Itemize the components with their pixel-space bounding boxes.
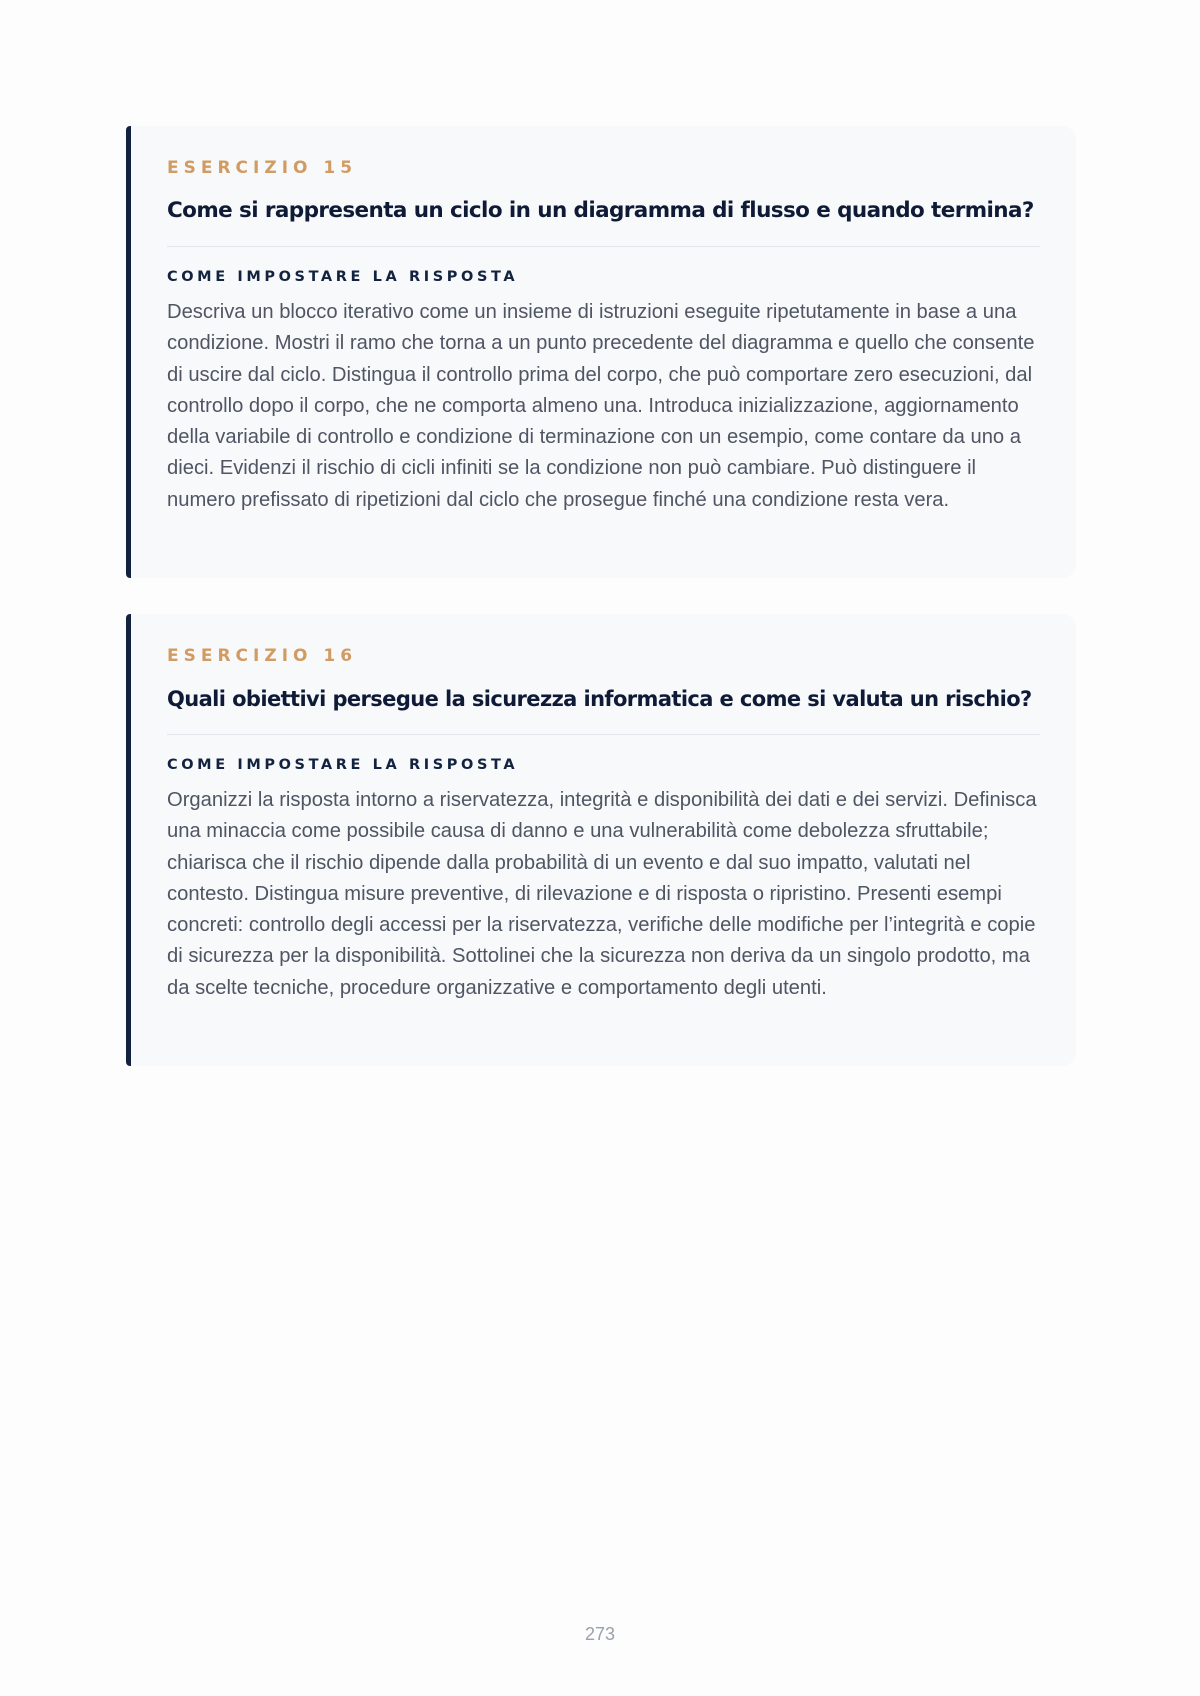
exercise-question: Quali obiettivi persegue la sicurezza informatica e come si valuta un rischio?: [167, 687, 1032, 711]
divider: [167, 734, 1040, 735]
answer-guide-label: COME IMPOSTARE LA RISPOSTA: [167, 757, 519, 773]
answer-guide-text: Organizzi la risposta intorno a riservatezza, integrità e disponibilità dei dati e dei servizi. Definisca una minaccia come possibile causa di danno e una vulnerabilità come debolezza sfruttabile; chiarisca che il rischio dipende dalla probabilità di un evento e dal suo impatto, valutati nel contesto. Distingua misure preventive, di rilevazione e di risposta o ripristino. Presenti esempi concreti: controllo degli accessi per la riservatezza, verifiche delle modifiche per l’integrità e copie di sicurezza per la disponibilità. Sottolinei che la sicurezza non deriva da un singolo prodotto, ma da scelte tecniche, procedure organizzative e comportamento degli utenti.: [167, 789, 1037, 999]
answer-guide-label: COME IMPOSTARE LA RISPOSTA: [167, 269, 519, 285]
exercise-label: ESERCIZIO 15: [167, 158, 358, 178]
answer-guide-text: Descriva un blocco iterativo come un insieme di istruzioni eseguite ripetutamente in base a una condizione. Mostri il ramo che torna a un punto precedente del diagramma e quello che consente di uscire dal ciclo. Distingua il controllo prima del corpo, che può comportare zero esecuzioni, dal controllo dopo il corpo, che ne comporta almeno una. Introduca inizializzazione, aggiornamento della variabile di controllo e condizione di terminazione con un esempio, come contare da uno a dieci. Evidenzi il rischio di cicli infiniti se la condizione non può cambiare. Può distinguere il numero prefissato di ripetizioni dal ciclo che prosegue finché una condizione resta vera.: [167, 301, 1035, 511]
page-number: 273: [584, 1624, 616, 1644]
exercise-question: Come si rappresenta un ciclo in un diagramma di flusso e quando termina?: [167, 198, 1034, 223]
divider: [167, 246, 1040, 247]
exercise-card-16: [126, 614, 1076, 1066]
exercise-label: ESERCIZIO 16: [167, 646, 358, 666]
exercise-card-15: [126, 126, 1076, 578]
